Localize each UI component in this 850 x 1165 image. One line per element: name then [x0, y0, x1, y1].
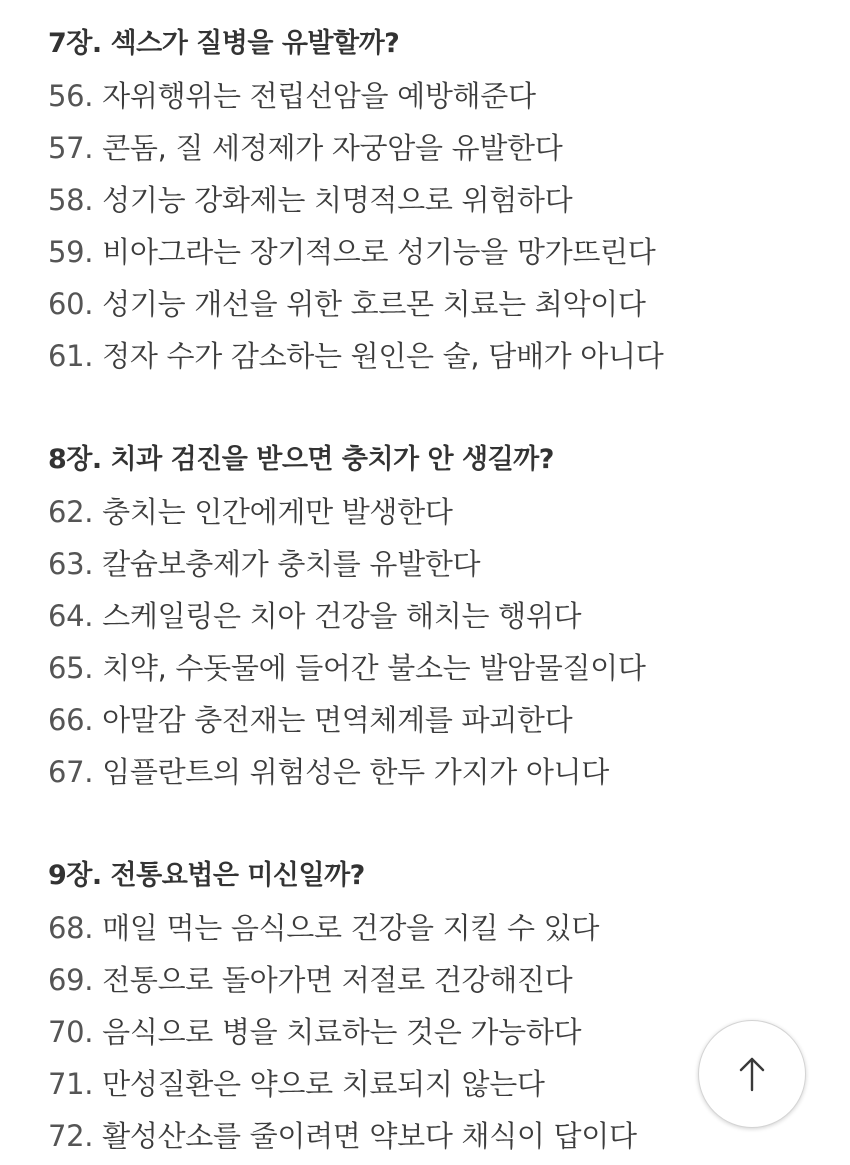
item-number: 66.: [48, 703, 94, 737]
item-text: 활성산소를 줄이려면 약보다 채식이 답이다: [102, 1119, 637, 1153]
item-number: 57.: [48, 131, 94, 165]
item-number: 72.: [48, 1119, 94, 1153]
list-item: [48, 590, 828, 642]
item-text: 콘돔, 질 세정제가 자궁암을 유발한다: [102, 131, 563, 165]
item-number: 60.: [48, 287, 94, 321]
arrow-up-icon: [732, 1054, 772, 1094]
item-text: 충치는 인간에게만 발생한다: [102, 495, 453, 529]
item-text: 치약, 수돗물에 들어간 불소는 발암물질이다: [102, 651, 646, 685]
chapter-7: [48, 18, 828, 382]
item-number: 63.: [48, 547, 94, 581]
item-text: 스케일링은 치아 건강을 해치는 행위다: [102, 599, 582, 633]
table-of-contents: [48, 18, 828, 1162]
list-item: [48, 174, 828, 226]
item-number: 69.: [48, 963, 94, 997]
item-text: 자위행위는 전립선암을 예방해준다: [102, 79, 536, 113]
scroll-to-top-button[interactable]: [698, 1020, 806, 1128]
item-number: 68.: [48, 911, 94, 945]
item-number: 59.: [48, 235, 94, 269]
item-text: 정자 수가 감소하는 원인은 술, 담배가 아니다: [102, 339, 664, 373]
list-item: [48, 70, 828, 122]
item-text: 성기능 강화제는 치명적으로 위험하다: [102, 183, 573, 217]
list-item: [48, 486, 828, 538]
item-number: 56.: [48, 79, 94, 113]
chapter-title: 8장. 치과 검진을 받으면 충치가 안 생길까?: [48, 444, 554, 475]
item-text: 매일 먹는 음식으로 건강을 지킬 수 있다: [102, 911, 600, 945]
chapter-9: [48, 850, 828, 1162]
list-item: [48, 226, 828, 278]
item-text: 임플란트의 위험성은 한두 가지가 아니다: [102, 755, 609, 789]
item-number: 58.: [48, 183, 94, 217]
item-number: 61.: [48, 339, 94, 373]
list-item: [48, 122, 828, 174]
list-item: [48, 902, 828, 954]
list-item: [48, 538, 828, 590]
list-item: [48, 694, 828, 746]
list-item: [48, 1110, 828, 1162]
item-text: 전통으로 돌아가면 저절로 건강해진다: [102, 963, 573, 997]
item-number: 70.: [48, 1015, 94, 1049]
list-item: [48, 954, 828, 1006]
item-text: 음식으로 병을 치료하는 것은 가능하다: [102, 1015, 582, 1049]
list-item: [48, 642, 828, 694]
item-number: 64.: [48, 599, 94, 633]
chapter-title: 9장. 전통요법은 미신일까?: [48, 860, 365, 891]
chapter-title: 7장. 섹스가 질병을 유발할까?: [48, 28, 400, 59]
item-number: 62.: [48, 495, 94, 529]
item-text: 성기능 개선을 위한 호르몬 치료는 최악이다: [102, 287, 646, 321]
chapter-8: [48, 434, 828, 798]
item-text: 만성질환은 약으로 치료되지 않는다: [102, 1067, 545, 1101]
item-number: 67.: [48, 755, 94, 789]
list-item: [48, 330, 828, 382]
item-text: 비아그라는 장기적으로 성기능을 망가뜨린다: [102, 235, 656, 269]
item-number: 71.: [48, 1067, 94, 1101]
item-text: 아말감 충전재는 면역체계를 파괴한다: [102, 703, 573, 737]
list-item: [48, 278, 828, 330]
item-text: 칼슘보충제가 충치를 유발한다: [102, 547, 481, 581]
item-number: 65.: [48, 651, 94, 685]
list-item: [48, 746, 828, 798]
